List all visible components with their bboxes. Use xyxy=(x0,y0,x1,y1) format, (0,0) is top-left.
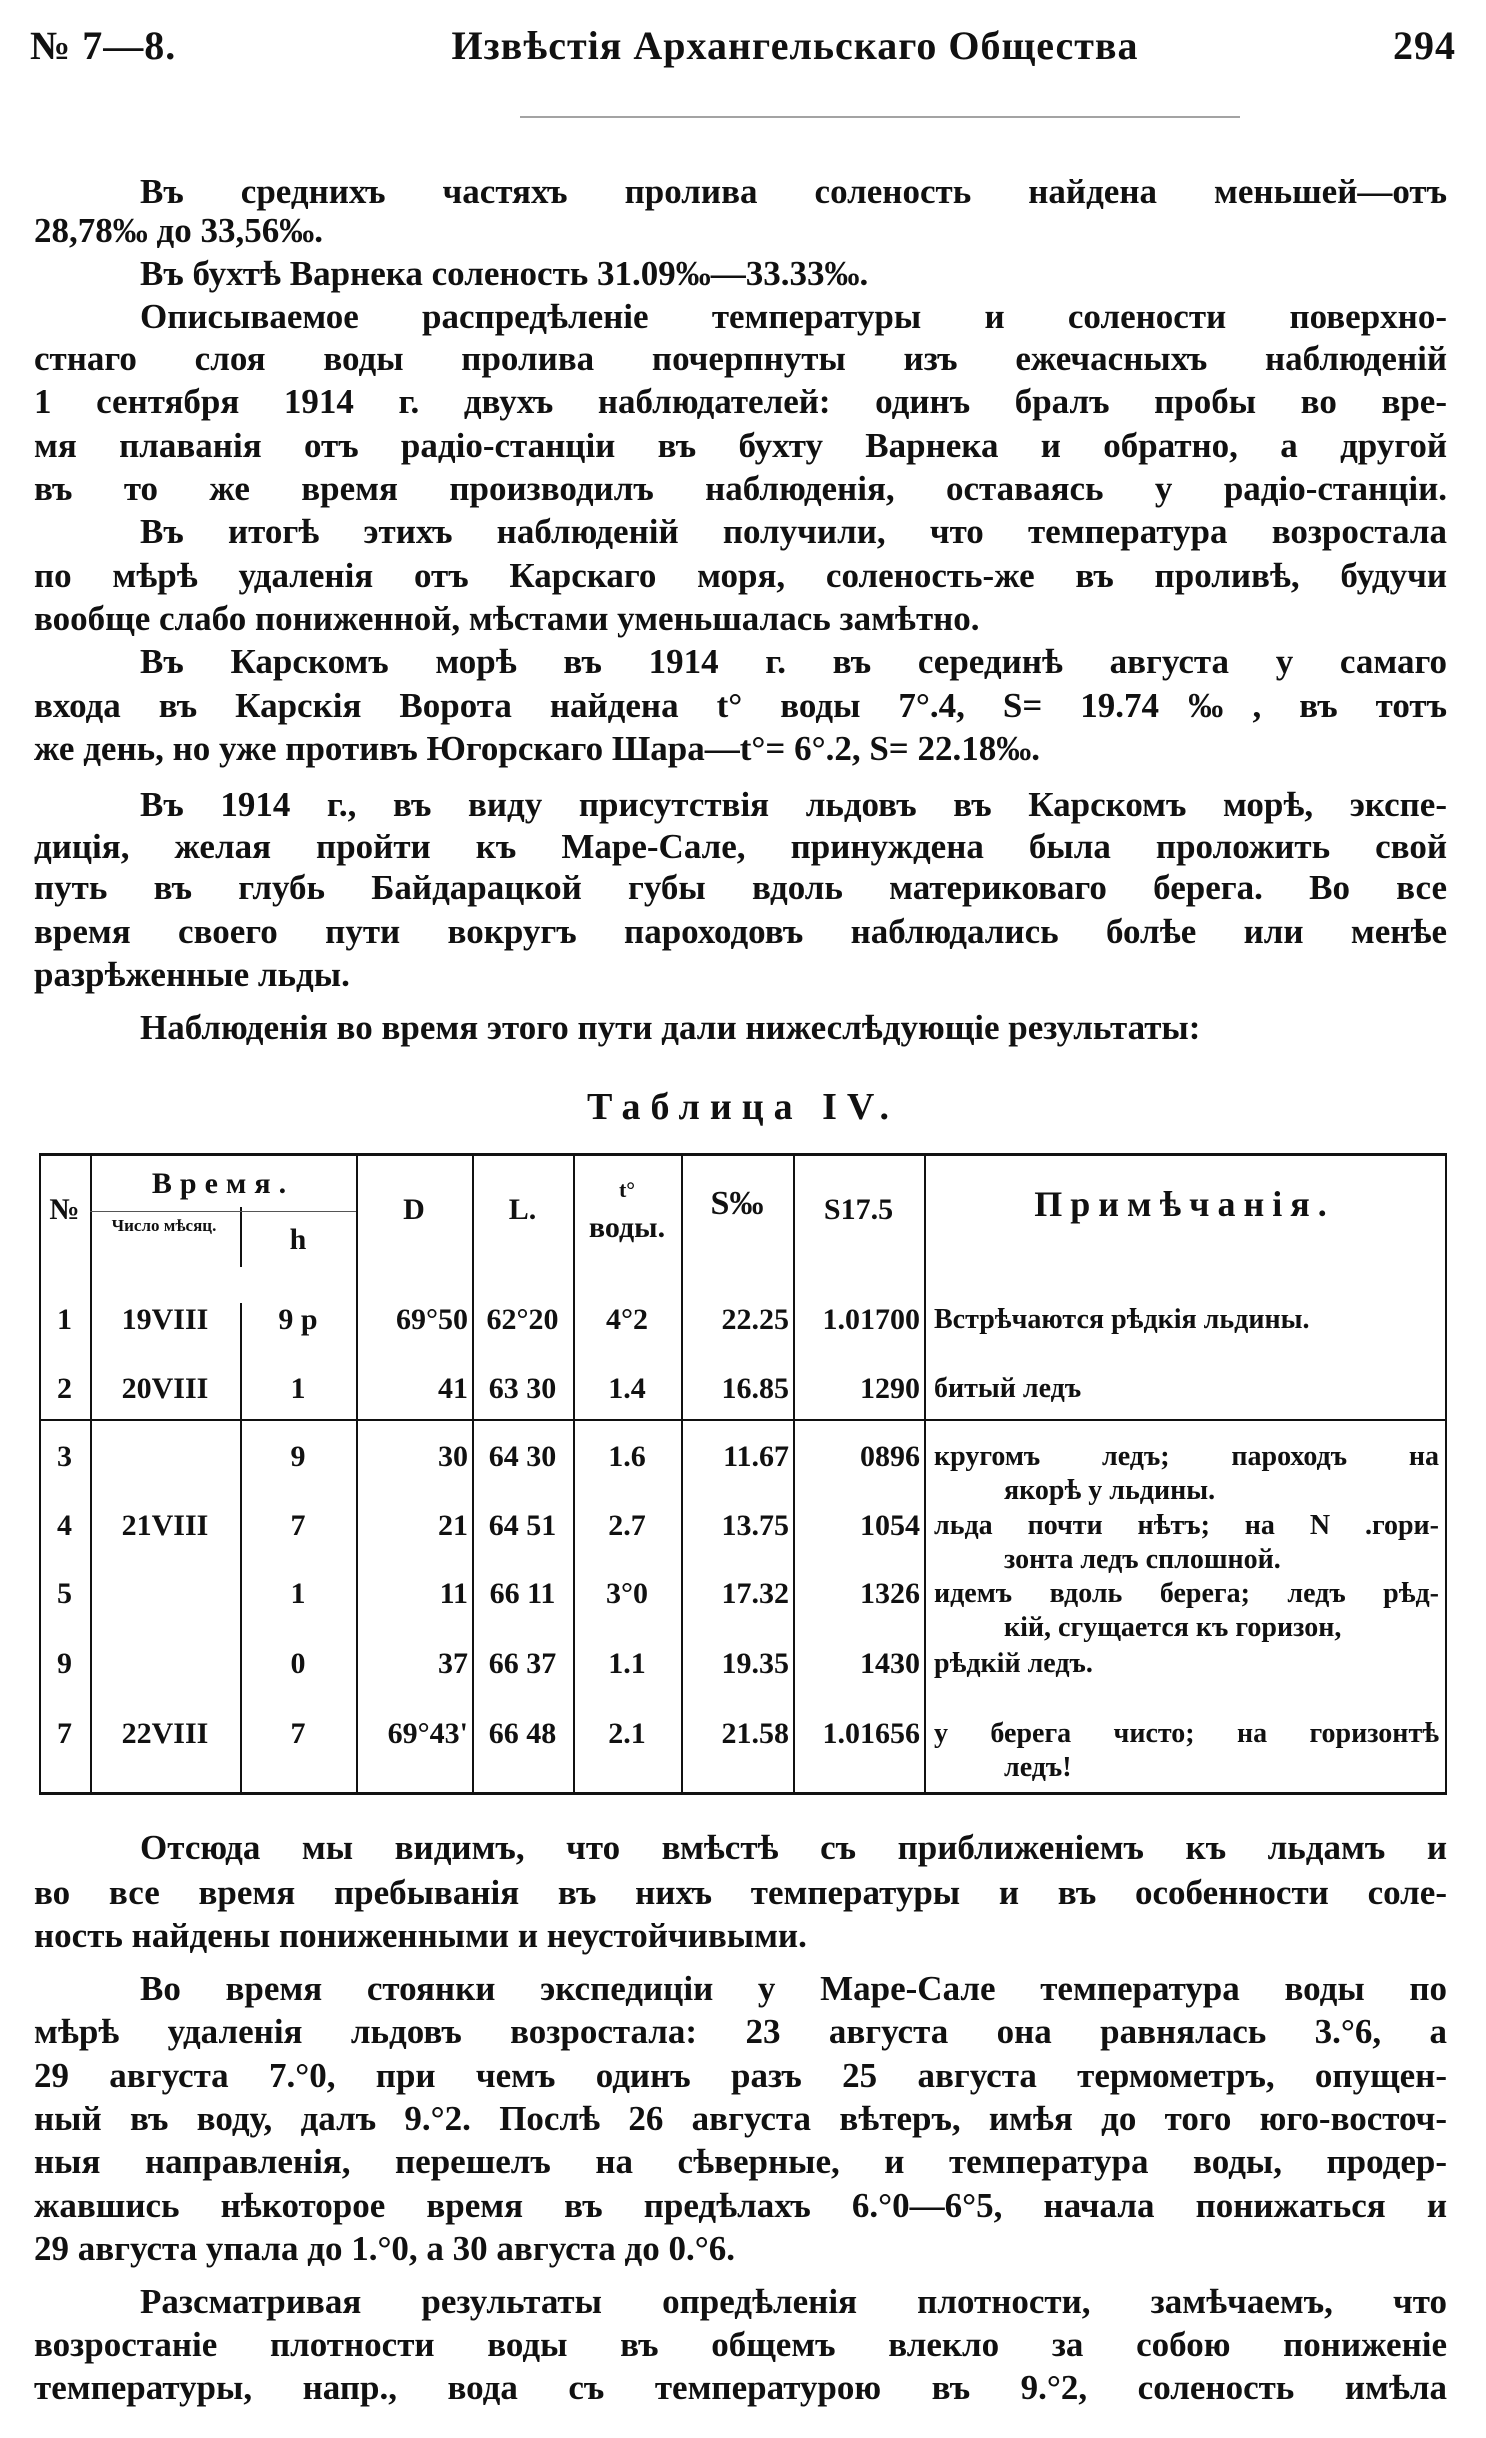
text-line: температуры, напр., вода съ температурою въ 9.°2, соленость имѣла xyxy=(34,2368,1447,2407)
cell-d: 30 xyxy=(438,1440,468,1473)
cell-s: 21.58 xyxy=(721,1717,789,1750)
time-subrule xyxy=(90,1211,356,1212)
text-line: Въ бухтѣ Варнека соленость 31.09‰—33.33‰. xyxy=(140,254,869,293)
header-l: L. xyxy=(508,1193,537,1226)
cell-t: 4°2 xyxy=(606,1303,648,1336)
cell-s175: 1326 xyxy=(860,1577,920,1610)
cell-note: идемъ вдоль берега; ледъ рѣд- xyxy=(934,1578,1439,1609)
cell-note: битый ледъ xyxy=(934,1373,1082,1404)
cell-date: 21VIII xyxy=(121,1509,209,1542)
cell-d: 69°50 xyxy=(396,1303,468,1336)
table-bottom-rule xyxy=(39,1792,1447,1795)
page-number: 294 xyxy=(1393,23,1456,68)
text-line: Разсматривая результаты опредѣленія плотности, замѣчаемъ, что xyxy=(140,2282,1447,2321)
text-line: во все время пребыванія въ нихъ температуры и въ особенности соле- xyxy=(34,1873,1447,1912)
text-line: ныя направленія, перешелъ на сѣверные, и температура воды, продер- xyxy=(34,2142,1447,2181)
col-rule xyxy=(1445,1153,1447,1795)
table-title: Таблица IV. xyxy=(587,1086,899,1128)
cell-note-continued: зонта ледъ сплошной. xyxy=(1004,1544,1281,1575)
cell-l: 64 51 xyxy=(488,1509,557,1542)
text-line: возростаніе плотности воды въ общемъ влекло за собою пониженіе xyxy=(34,2325,1447,2364)
cell-s: 16.85 xyxy=(721,1372,789,1405)
cell-s175: 1290 xyxy=(860,1372,920,1405)
cell-date: 20VIII xyxy=(121,1372,209,1405)
cell-l: 66 11 xyxy=(489,1577,556,1610)
cell-s: 17.32 xyxy=(721,1577,789,1610)
cell-s175: 1.01656 xyxy=(822,1717,920,1750)
cell-s175: 0896 xyxy=(860,1440,920,1473)
text-line: мѣрѣ удаленія льдовъ возростала: 23 августа она равнялась 3.°6, а xyxy=(34,2012,1447,2051)
cell-t: 1.1 xyxy=(608,1647,646,1680)
cell-t: 1.4 xyxy=(608,1372,646,1405)
cell-t: 3°0 xyxy=(606,1577,648,1610)
text-line: жавшись нѣкоторое время въ предѣлахъ 6.°0—6°5, начала понижаться и xyxy=(34,2186,1447,2225)
col-rule xyxy=(573,1153,575,1795)
cell-d: 21 xyxy=(438,1509,468,1542)
cell-num: 3 xyxy=(57,1440,72,1473)
cell-l: 62°20 xyxy=(486,1303,559,1336)
cell-h: 7 xyxy=(290,1509,306,1542)
text-line: Въ Карскомъ морѣ въ 1914 г. въ серединѣ августа у самаго xyxy=(140,642,1447,681)
text-line: Наблюденія во время этого пути дали нижеслѣдующіе результаты: xyxy=(140,1008,1201,1047)
cell-num: 4 xyxy=(57,1509,72,1542)
text-line: стнаго слоя воды пролива почерпнуты изъ ежечасныхъ наблюденій xyxy=(34,339,1447,378)
cell-h: 9 xyxy=(290,1440,306,1473)
cell-date: 22VIII xyxy=(121,1717,209,1750)
cell-s175: 1.01700 xyxy=(822,1303,920,1336)
cell-s: 22.25 xyxy=(721,1303,789,1336)
cell-t: 2.7 xyxy=(608,1509,646,1542)
cell-note-continued: якорѣ у льдины. xyxy=(1004,1475,1216,1506)
header-time: Время. xyxy=(151,1167,295,1200)
header-hour: h xyxy=(289,1223,307,1256)
header-salinity: S‰ xyxy=(710,1185,764,1222)
cell-note-continued: кій, сгущается къ горизон, xyxy=(1004,1612,1342,1643)
col-rule xyxy=(90,1153,92,1795)
header-rule xyxy=(520,116,1240,118)
text-line: разрѣженные льды. xyxy=(34,955,350,994)
cell-s: 19.35 xyxy=(721,1647,789,1680)
cell-note-continued: ледъ! xyxy=(1004,1752,1072,1783)
text-line: по мѣрѣ удаленія отъ Карскаго моря, соленость-же въ проливѣ, будучи xyxy=(34,556,1447,595)
cell-date: 19VIII xyxy=(121,1303,209,1336)
cell-h: 0 xyxy=(290,1647,306,1680)
cell-l: 63 30 xyxy=(488,1372,557,1405)
issue-number: № 7—8. xyxy=(30,23,177,68)
cell-num: 5 xyxy=(57,1577,72,1610)
cell-s175: 1430 xyxy=(860,1647,920,1680)
header-num: № xyxy=(49,1193,80,1226)
cell-note: Встрѣчаются рѣдкія льдины. xyxy=(934,1304,1310,1335)
cell-t: 1.6 xyxy=(608,1440,646,1473)
text-line: мя плаванія отъ радіо-станціи въ бухту Варнека и обратно, а другой xyxy=(34,426,1447,465)
text-line: входа въ Карскія Ворота найдена t° воды 7°.4, S= 19.74‰, въ тотъ xyxy=(34,686,1447,725)
cell-h: 1 xyxy=(290,1372,306,1405)
col-rule xyxy=(793,1153,795,1795)
text-line: 29 августа 7.°0, при чемъ одинъ разъ 25 августа термометръ, опущен- xyxy=(34,2056,1447,2095)
text-line: же день, но уже противъ Югорскаго Шара—t°= 6°.2, S= 22.18‰. xyxy=(34,729,1040,768)
cell-s: 11.67 xyxy=(723,1440,789,1473)
text-line: 28,78‰ до 33,56‰. xyxy=(34,211,323,250)
cell-note: у берега чисто; на горизонтѣ xyxy=(934,1718,1439,1749)
header-temp: t° xyxy=(618,1177,636,1202)
cell-l: 66 37 xyxy=(488,1647,557,1680)
col-rule xyxy=(356,1153,358,1795)
col-rule xyxy=(924,1153,926,1795)
text-line: время своего пути вокругъ пароходовъ наблюдались болѣе или менѣе xyxy=(34,912,1447,951)
header-d: D xyxy=(403,1193,425,1226)
cell-d: 11 xyxy=(439,1577,468,1610)
text-line: вообще слабо пониженной, мѣстами уменьшалась замѣтно. xyxy=(34,599,980,638)
text-line: Отсюда мы видимъ, что вмѣстѣ съ приближеніемъ къ льдамъ и xyxy=(140,1828,1447,1867)
text-line: путь въ глубь Байдарацкой губы вдоль материковаго берега. Во все xyxy=(34,868,1447,907)
cell-h: 1 xyxy=(290,1577,306,1610)
cell-num: 2 xyxy=(57,1372,72,1405)
text-line: 1 сентября 1914 г. двухъ наблюдателей: одинъ бралъ пробы во вре- xyxy=(34,382,1447,421)
col-rule xyxy=(681,1153,683,1795)
cell-d: 69°43' xyxy=(387,1717,468,1750)
text-line: ный въ воду, далъ 9.°2. Послѣ 26 августа вѣтеръ, имѣя до того юго-восточ- xyxy=(34,2099,1447,2138)
cell-num: 7 xyxy=(57,1717,72,1750)
col-rule xyxy=(472,1153,474,1795)
text-line: Въ 1914 г., въ виду присутствія льдовъ въ Карскомъ морѣ, экспе- xyxy=(140,785,1447,824)
text-line: въ то же время производилъ наблюденія, оставаясь у радіо-станціи. xyxy=(34,469,1447,508)
cell-d: 37 xyxy=(438,1647,468,1680)
cell-s175: 1054 xyxy=(860,1509,920,1542)
header-temp-water: воды. xyxy=(588,1211,666,1244)
cell-t: 2.1 xyxy=(608,1717,646,1750)
table-iv xyxy=(39,1153,1447,1795)
text-line: Во время стоянки экспедиціи у Маре-Сале температура воды по xyxy=(140,1969,1447,2008)
header-notes: Примѣчанія. xyxy=(1034,1184,1335,1224)
text-line: ность найдены пониженными и неустойчивыми. xyxy=(34,1916,807,1955)
col-rule xyxy=(39,1153,41,1795)
table-header-rule xyxy=(39,1419,1447,1421)
cell-note: кругомъ ледъ; пароходъ на xyxy=(934,1441,1439,1472)
cell-note: рѣдкій ледъ. xyxy=(934,1648,1093,1679)
cell-l: 64 30 xyxy=(488,1440,557,1473)
cell-note: льда почти нѣтъ; на N .гори- xyxy=(934,1510,1439,1541)
cell-h: 9 p xyxy=(278,1303,318,1336)
cell-h: 7 xyxy=(290,1717,306,1750)
text-line: Въ среднихъ частяхъ пролива соленость найдена меньшей—отъ xyxy=(140,172,1447,211)
cell-num: 9 xyxy=(57,1647,72,1680)
header-s175: S17.5 xyxy=(823,1193,894,1226)
cell-num: 1 xyxy=(57,1303,72,1336)
cell-d: 41 xyxy=(438,1372,468,1405)
journal-title: Извѣстія Архангельскаго Общества xyxy=(451,23,1139,68)
text-line: диція, желая пройти къ Маре-Сале, принуждена была проложить свой xyxy=(34,827,1447,866)
cell-l: 66 48 xyxy=(488,1717,557,1750)
cell-s: 13.75 xyxy=(721,1509,789,1542)
header-date: Число мѣсяц. xyxy=(111,1216,217,1235)
text-line: Въ итогѣ этихъ наблюденій получили, что температура возростала xyxy=(140,512,1447,551)
table-top-rule xyxy=(39,1153,1447,1156)
text-line: Описываемое распредѣленіе температуры и солености поверхно- xyxy=(140,297,1447,336)
text-line: 29 августа упала до 1.°0, а 30 августа до 0.°6. xyxy=(34,2229,736,2268)
